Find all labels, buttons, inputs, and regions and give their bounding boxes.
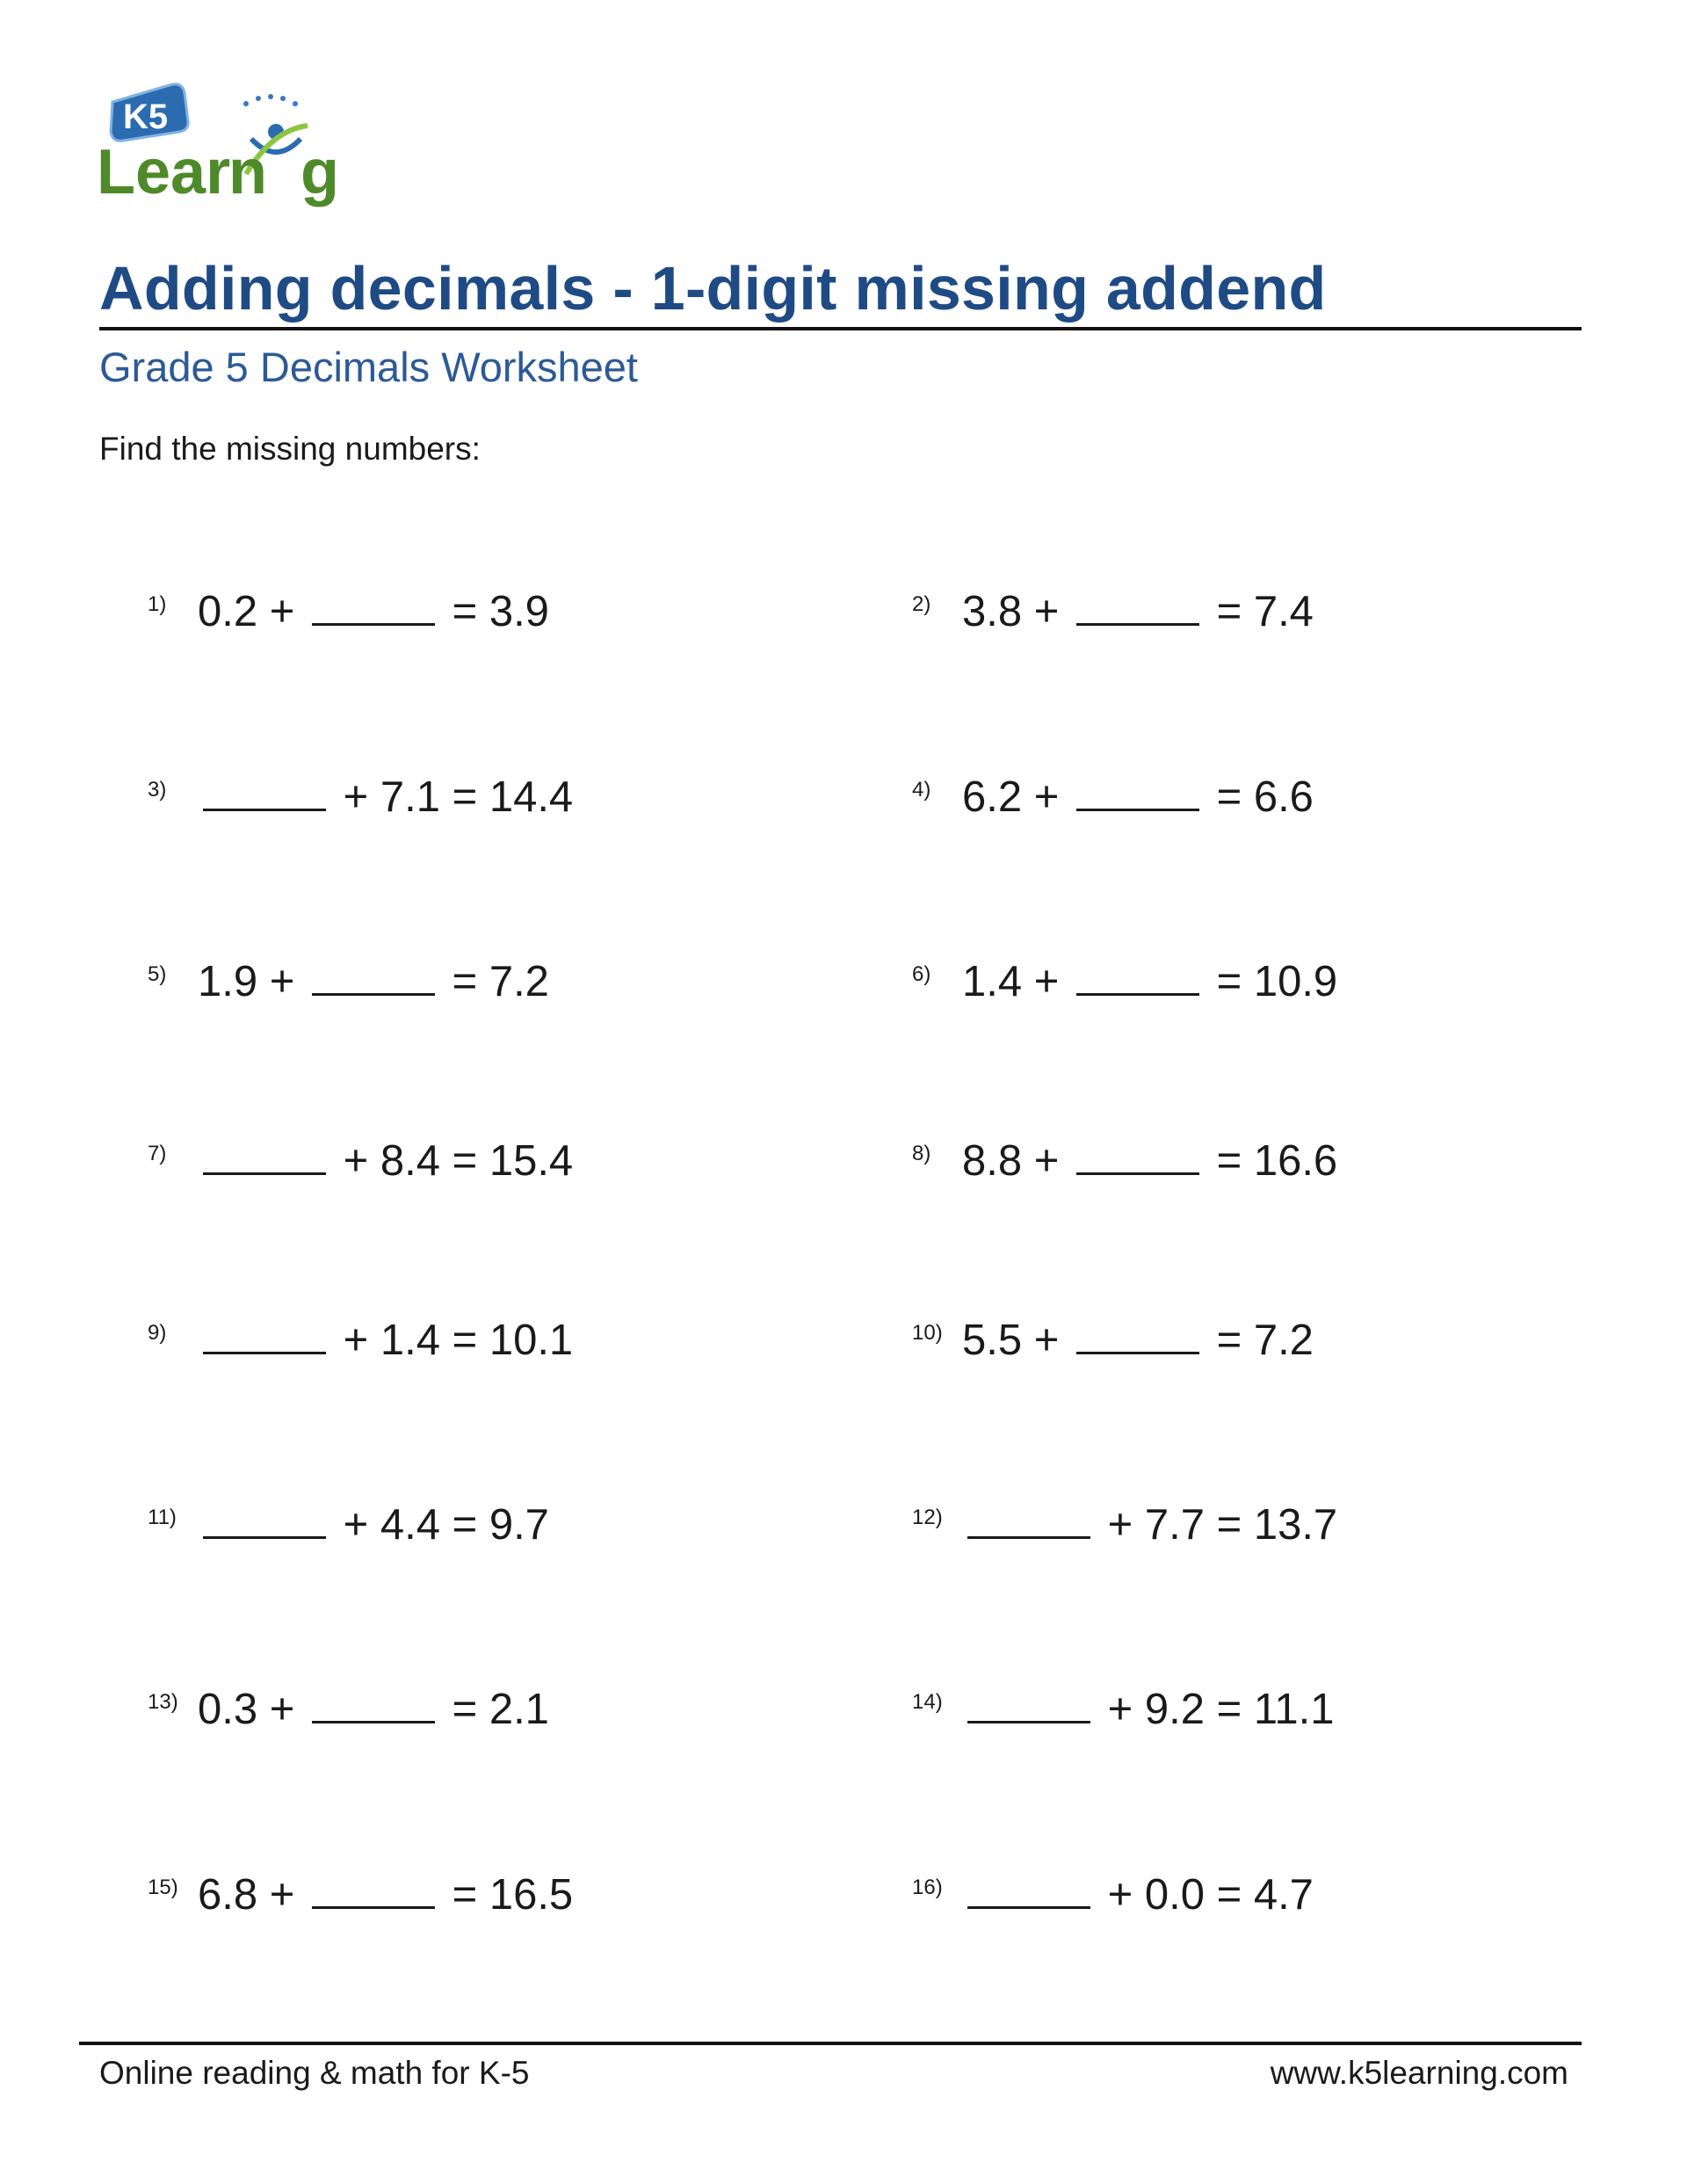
addend: 8.8 bbox=[962, 1137, 1023, 1185]
footer-url: www.k5learning.com bbox=[1270, 2055, 1568, 2091]
answer-blank[interactable] bbox=[1076, 773, 1199, 811]
addend: 6.8 bbox=[198, 1871, 258, 1919]
sum: 13.7 bbox=[1253, 1501, 1338, 1549]
addend: 5.5 bbox=[962, 1317, 1023, 1364]
sum: 10.9 bbox=[1253, 958, 1338, 1005]
addend: 6.2 bbox=[962, 773, 1023, 821]
problem-number: 3) bbox=[148, 778, 167, 802]
svg-text:n: n bbox=[228, 137, 267, 207]
problem-equation: + 7.7 = 13.7 bbox=[962, 1500, 1337, 1549]
addend: 7.1 bbox=[380, 773, 440, 821]
answer-blank[interactable] bbox=[203, 1501, 326, 1539]
k5-learning-logo-graphic bbox=[97, 77, 395, 209]
problem-equation: 0.3 + = 2.1 bbox=[198, 1686, 549, 1733]
sum: 4.7 bbox=[1253, 1871, 1314, 1919]
problem-number: 8) bbox=[912, 1142, 931, 1165]
problem-equation: 1.4 + = 10.9 bbox=[962, 958, 1338, 1005]
sum: 16.6 bbox=[1253, 1137, 1338, 1185]
sum: 6.6 bbox=[1253, 773, 1314, 821]
problem-number: 15) bbox=[148, 1876, 178, 1899]
problem-number: 9) bbox=[148, 1321, 167, 1345]
problem-equation: 5.5 + = 7.2 bbox=[962, 1317, 1314, 1364]
page-title: Adding decimals - 1-digit missing addend bbox=[99, 254, 1327, 323]
addend: 0.2 bbox=[198, 588, 258, 635]
sum: 2.1 bbox=[489, 1686, 549, 1733]
problem-number: 5) bbox=[148, 962, 167, 986]
answer-blank[interactable] bbox=[967, 1686, 1090, 1723]
problem-equation: + 8.4 = 15.4 bbox=[198, 1136, 573, 1186]
sum: 7.2 bbox=[1253, 1317, 1314, 1364]
sum: 9.7 bbox=[489, 1501, 549, 1549]
addend: 3.8 bbox=[962, 588, 1023, 635]
sum: 16.5 bbox=[489, 1871, 574, 1919]
problem-number: 16) bbox=[912, 1876, 943, 1899]
sum: 15.4 bbox=[489, 1137, 574, 1185]
answer-blank[interactable] bbox=[312, 958, 435, 996]
answer-blank[interactable] bbox=[312, 588, 435, 626]
answer-blank[interactable] bbox=[1076, 958, 1199, 996]
k5-learning-logo bbox=[97, 77, 395, 209]
footer-divider bbox=[79, 2042, 1582, 2045]
answer-blank[interactable] bbox=[1076, 588, 1199, 626]
problem-number: 13) bbox=[148, 1690, 178, 1714]
svg-text:g: g bbox=[300, 137, 339, 207]
addend: 9.2 bbox=[1144, 1686, 1205, 1733]
sum: 11.1 bbox=[1253, 1686, 1335, 1733]
problem-equation: + 9.2 = 11.1 bbox=[962, 1685, 1335, 1734]
addend: 8.4 bbox=[380, 1137, 440, 1185]
sum: 7.4 bbox=[1253, 588, 1314, 635]
title-divider bbox=[99, 327, 1582, 330]
problem-equation: 6.8 + = 16.5 bbox=[198, 1871, 574, 1919]
problem-number: 12) bbox=[912, 1506, 943, 1529]
problem-number: 10) bbox=[912, 1321, 943, 1345]
problem-equation: 3.8 + = 7.4 bbox=[962, 588, 1314, 635]
addend: 1.9 bbox=[198, 958, 258, 1005]
problem-equation: + 7.1 = 14.4 bbox=[198, 773, 573, 822]
svg-text:K5: K5 bbox=[123, 98, 169, 136]
problem-number: 2) bbox=[912, 592, 931, 616]
addend: 4.4 bbox=[380, 1501, 440, 1549]
problem-equation: + 1.4 = 10.1 bbox=[198, 1316, 573, 1365]
sum: 10.1 bbox=[489, 1317, 574, 1364]
addend: 1.4 bbox=[380, 1317, 440, 1364]
addend: 0.0 bbox=[1144, 1871, 1205, 1919]
addend: 0.3 bbox=[198, 1686, 258, 1733]
problem-number: 4) bbox=[912, 778, 931, 802]
problem-equation: + 4.4 = 9.7 bbox=[198, 1500, 549, 1549]
page-subtitle: Grade 5 Decimals Worksheet bbox=[99, 344, 638, 390]
answer-blank[interactable] bbox=[967, 1501, 1090, 1539]
sum: 3.9 bbox=[489, 588, 549, 635]
problem-equation: 6.2 + = 6.6 bbox=[962, 773, 1314, 821]
answer-blank[interactable] bbox=[312, 1871, 435, 1909]
problem-equation: 1.9 + = 7.2 bbox=[198, 958, 549, 1005]
answer-blank[interactable] bbox=[967, 1871, 1090, 1909]
sum: 7.2 bbox=[489, 958, 549, 1005]
answer-blank[interactable] bbox=[1076, 1317, 1199, 1354]
footer-tagline: Online reading & math for K-5 bbox=[99, 2055, 530, 2091]
svg-text:Lear: Lear bbox=[97, 137, 231, 207]
instructions: Find the missing numbers: bbox=[99, 431, 481, 467]
addend: 7.7 bbox=[1144, 1501, 1205, 1549]
problem-number: 14) bbox=[912, 1690, 943, 1714]
problem-number: 1) bbox=[148, 592, 167, 616]
sum: 14.4 bbox=[489, 773, 574, 821]
answer-blank[interactable] bbox=[203, 1137, 326, 1175]
problem-equation: + 0.0 = 4.7 bbox=[962, 1870, 1314, 1919]
problem-number: 7) bbox=[148, 1142, 167, 1165]
problem-equation: 0.2 + = 3.9 bbox=[198, 588, 549, 635]
problem-equation: 8.8 + = 16.6 bbox=[962, 1137, 1338, 1185]
answer-blank[interactable] bbox=[203, 1317, 326, 1354]
answer-blank[interactable] bbox=[203, 773, 326, 811]
problem-number: 6) bbox=[912, 962, 931, 986]
answer-blank[interactable] bbox=[312, 1686, 435, 1723]
problem-number: 11) bbox=[148, 1506, 177, 1529]
answer-blank[interactable] bbox=[1076, 1137, 1199, 1175]
addend: 1.4 bbox=[962, 958, 1023, 1005]
